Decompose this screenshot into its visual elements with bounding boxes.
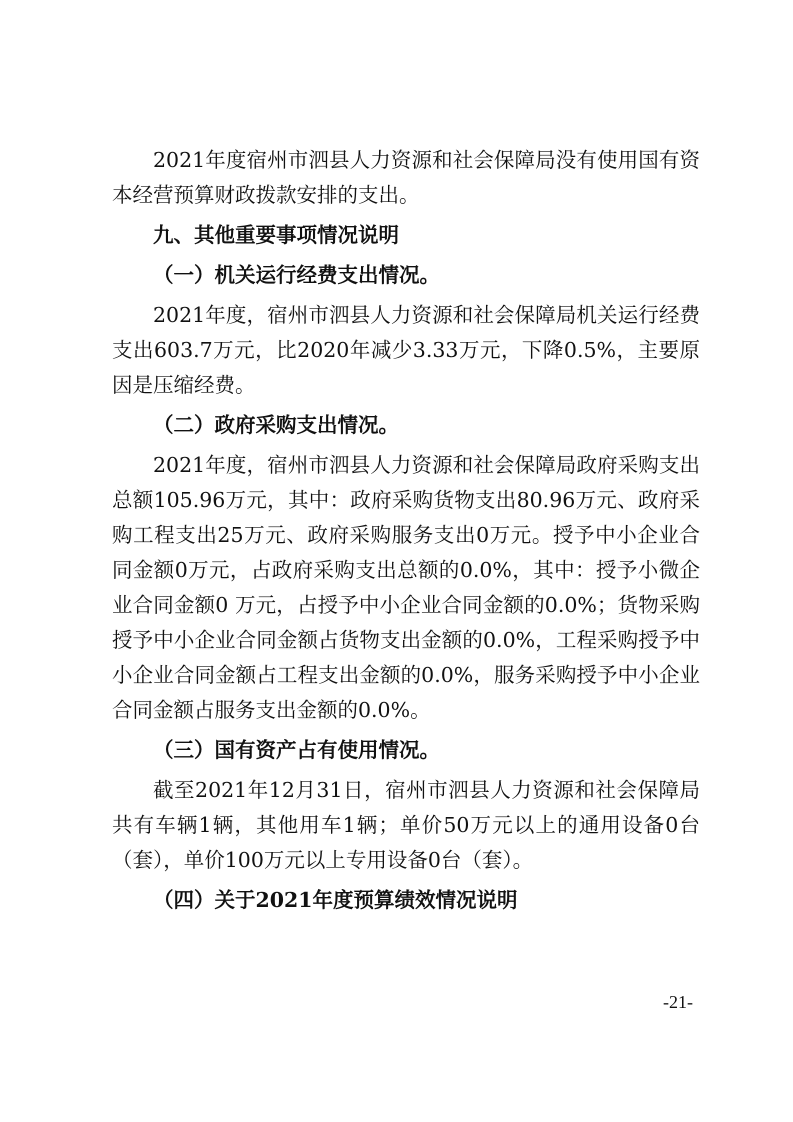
paragraph-state-capital-budget: 2021年度宿州市泗县人力资源和社会保障局没有使用国有资本经营预算财政拨款安排的支出。 bbox=[112, 148, 700, 207]
paragraph-operating-expenses: 2021年度，宿州市泗县人力资源和社会保障局机关运行经费支出603.7万元，比2020年减少3.33万元，下降0.5%，主要原因是压缩经费。 bbox=[112, 303, 700, 397]
page-number: -21- bbox=[663, 992, 693, 1012]
subheading-performance: （四）关于2021年度预算绩效情况说明 bbox=[153, 888, 518, 912]
paragraph-state-assets: 截至2021年12月31日，宿州市泗县人力资源和社会保障局共有车辆1辆，其他用车1辆；单价50万元以上的通用设备0台（套），单价100万元以上专用设备0台（套）。 bbox=[112, 778, 700, 872]
section-heading-other-matters: 九、其他重要事项情况说明 bbox=[153, 223, 399, 247]
document-body bbox=[112, 143, 700, 918]
subheading-operating-expenses: （一）机关运行经费支出情况。 bbox=[153, 263, 440, 287]
subheading-procurement: （二）政府采购支出情况。 bbox=[153, 413, 399, 437]
subheading-state-assets: （三）国有资产占有使用情况。 bbox=[153, 738, 440, 762]
paragraph-procurement: 2021年度，宿州市泗县人力资源和社会保障局政府采购支出总额105.96万元，其中：政府采购货物支出80.96万元、政府采购工程支出25万元、政府采购服务支出0万元。授予中小企业合同金额0万元，占政府采购支出总额的0.0%，其中：授予小微企业合同金额0 万元，占授予中小企业合同金额的0.0%；货物采购授予中小企业合同金额占货物支出金额的0.0%，工程采购授予中小企业合同金额占工程支出金额的0.0%，服务采购授予中小企业合同金额占服务支出金额的0.0%。 bbox=[112, 453, 700, 722]
